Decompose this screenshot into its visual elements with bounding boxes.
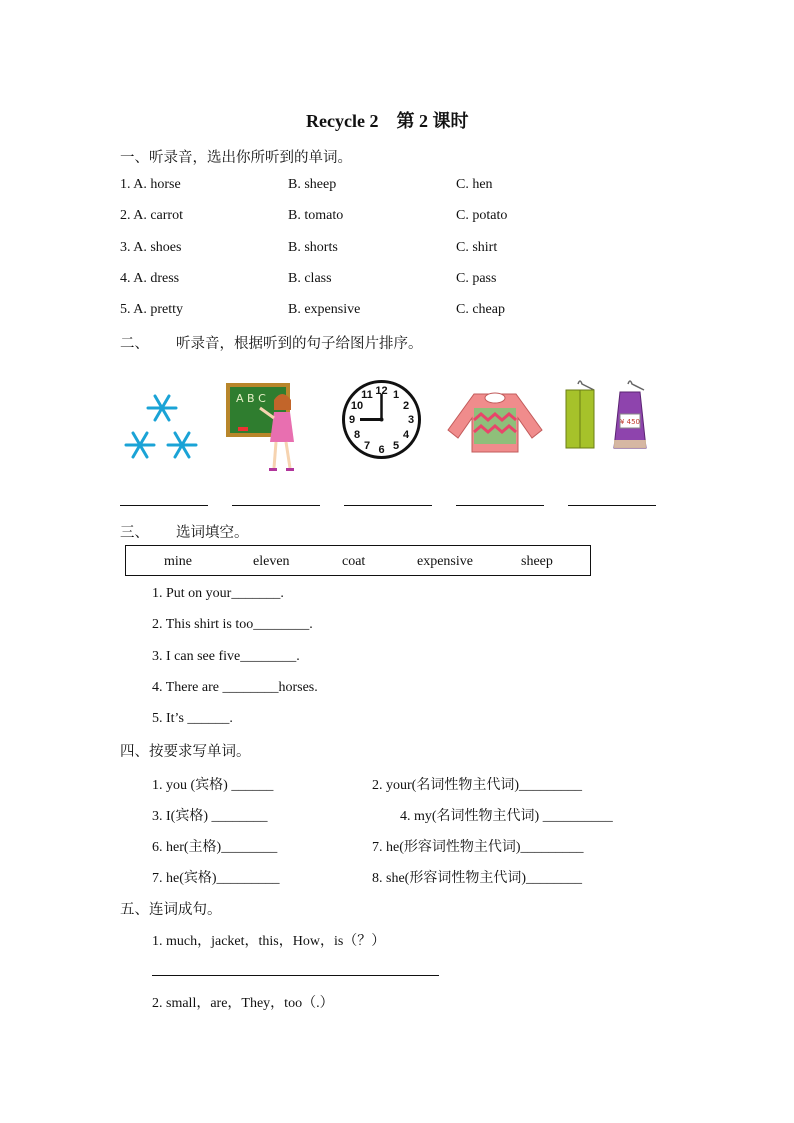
- svg-text:10: 10: [350, 400, 364, 412]
- fill-blank-item: 5. It’s ______.: [152, 711, 233, 726]
- option-b: B. sheep: [288, 177, 337, 192]
- option-a: 1. A. horse: [120, 177, 181, 192]
- word-bank-word: expensive: [417, 554, 473, 569]
- snowflake-icon: [120, 390, 205, 465]
- option-c: C. potato: [456, 208, 508, 223]
- svg-text:3: 3: [407, 414, 415, 426]
- blackboard-text: A B C: [236, 392, 266, 405]
- answer-line[interactable]: [120, 505, 208, 506]
- word-form-item: 1. you (宾格) ______: [152, 778, 274, 793]
- option-a: 2. A. carrot: [120, 208, 183, 223]
- svg-text:7: 7: [363, 440, 371, 452]
- word-bank-word: mine: [164, 554, 192, 569]
- option-c: C. hen: [456, 177, 493, 192]
- fill-blank-item: 4. There are ________horses.: [152, 680, 318, 695]
- clothes-hangers-icon: [558, 378, 658, 460]
- section-5-heading: 五、连词成句。: [120, 902, 222, 918]
- option-c: C. cheap: [456, 302, 505, 317]
- option-c: C. pass: [456, 271, 497, 286]
- word-form-item: 3. I(宾格) ________: [152, 809, 268, 824]
- fill-blank-item: 1. Put on your_______.: [152, 586, 284, 601]
- option-b: B. expensive: [288, 302, 361, 317]
- svg-text:6: 6: [378, 444, 385, 456]
- word-form-item: 2. your(名词性物主代词)_________: [372, 778, 582, 793]
- section-1-heading: 一、听录音，选出你所听到的单词。: [120, 150, 352, 166]
- section-4-heading: 四、按要求写单词。: [120, 744, 251, 760]
- answer-line[interactable]: [232, 505, 320, 506]
- price-tag: ¥ 450: [619, 418, 641, 426]
- option-b: B. tomato: [288, 208, 344, 223]
- svg-text:8: 8: [353, 429, 361, 441]
- sentence-answer-line[interactable]: [152, 975, 439, 976]
- svg-text:9: 9: [348, 414, 356, 426]
- fill-blank-item: 2. This shirt is too________.: [152, 617, 313, 632]
- word-bank-word: sheep: [521, 554, 553, 569]
- word-form-item: 6. her(主格)________: [152, 840, 278, 855]
- svg-text:5: 5: [392, 440, 400, 452]
- page-title: Recycle 2 第 2 课时: [306, 111, 469, 131]
- option-b: B. class: [288, 271, 332, 286]
- section-2-heading: 听录音，根据听到的句子给图片排序。: [176, 336, 423, 352]
- teacher-blackboard-icon: [224, 380, 306, 475]
- svg-text:2: 2: [402, 400, 410, 412]
- word-form-item: 7. he(宾格)_________: [152, 871, 280, 886]
- section-2-number: 二、: [120, 336, 149, 352]
- svg-text:12: 12: [375, 385, 388, 397]
- svg-text:11: 11: [361, 389, 373, 401]
- clock-icon: [340, 378, 423, 461]
- sentence-item: 2. small，are，They，too（.）: [152, 996, 334, 1011]
- svg-text:4: 4: [402, 429, 410, 441]
- fill-blank-item: 3. I can see five________.: [152, 649, 300, 664]
- section-3-heading: 选词填空。: [176, 525, 249, 541]
- answer-line[interactable]: [344, 505, 432, 506]
- answer-line[interactable]: [568, 505, 656, 506]
- answer-line[interactable]: [456, 505, 544, 506]
- option-c: C. shirt: [456, 240, 498, 255]
- word-bank-word: coat: [342, 554, 366, 569]
- option-b: B. shorts: [288, 240, 338, 255]
- word-bank: [125, 545, 591, 576]
- word-form-item: 4. my(名词性物主代词) __________: [400, 809, 613, 824]
- sweater-icon: [444, 390, 546, 456]
- option-a: 4. A. dress: [120, 271, 180, 286]
- sentence-item: 1. much，jacket，this，How，is（？）: [152, 934, 386, 949]
- option-a: 5. A. pretty: [120, 302, 183, 317]
- svg-text:1: 1: [392, 389, 400, 401]
- section-3-number: 三、: [120, 525, 149, 541]
- word-form-item: 7. he(形容词性物主代词)_________: [372, 840, 584, 855]
- option-a: 3. A. shoes: [120, 240, 182, 255]
- word-form-item: 8. she(形容词性物主代词)________: [372, 871, 582, 886]
- word-bank-word: eleven: [253, 554, 290, 569]
